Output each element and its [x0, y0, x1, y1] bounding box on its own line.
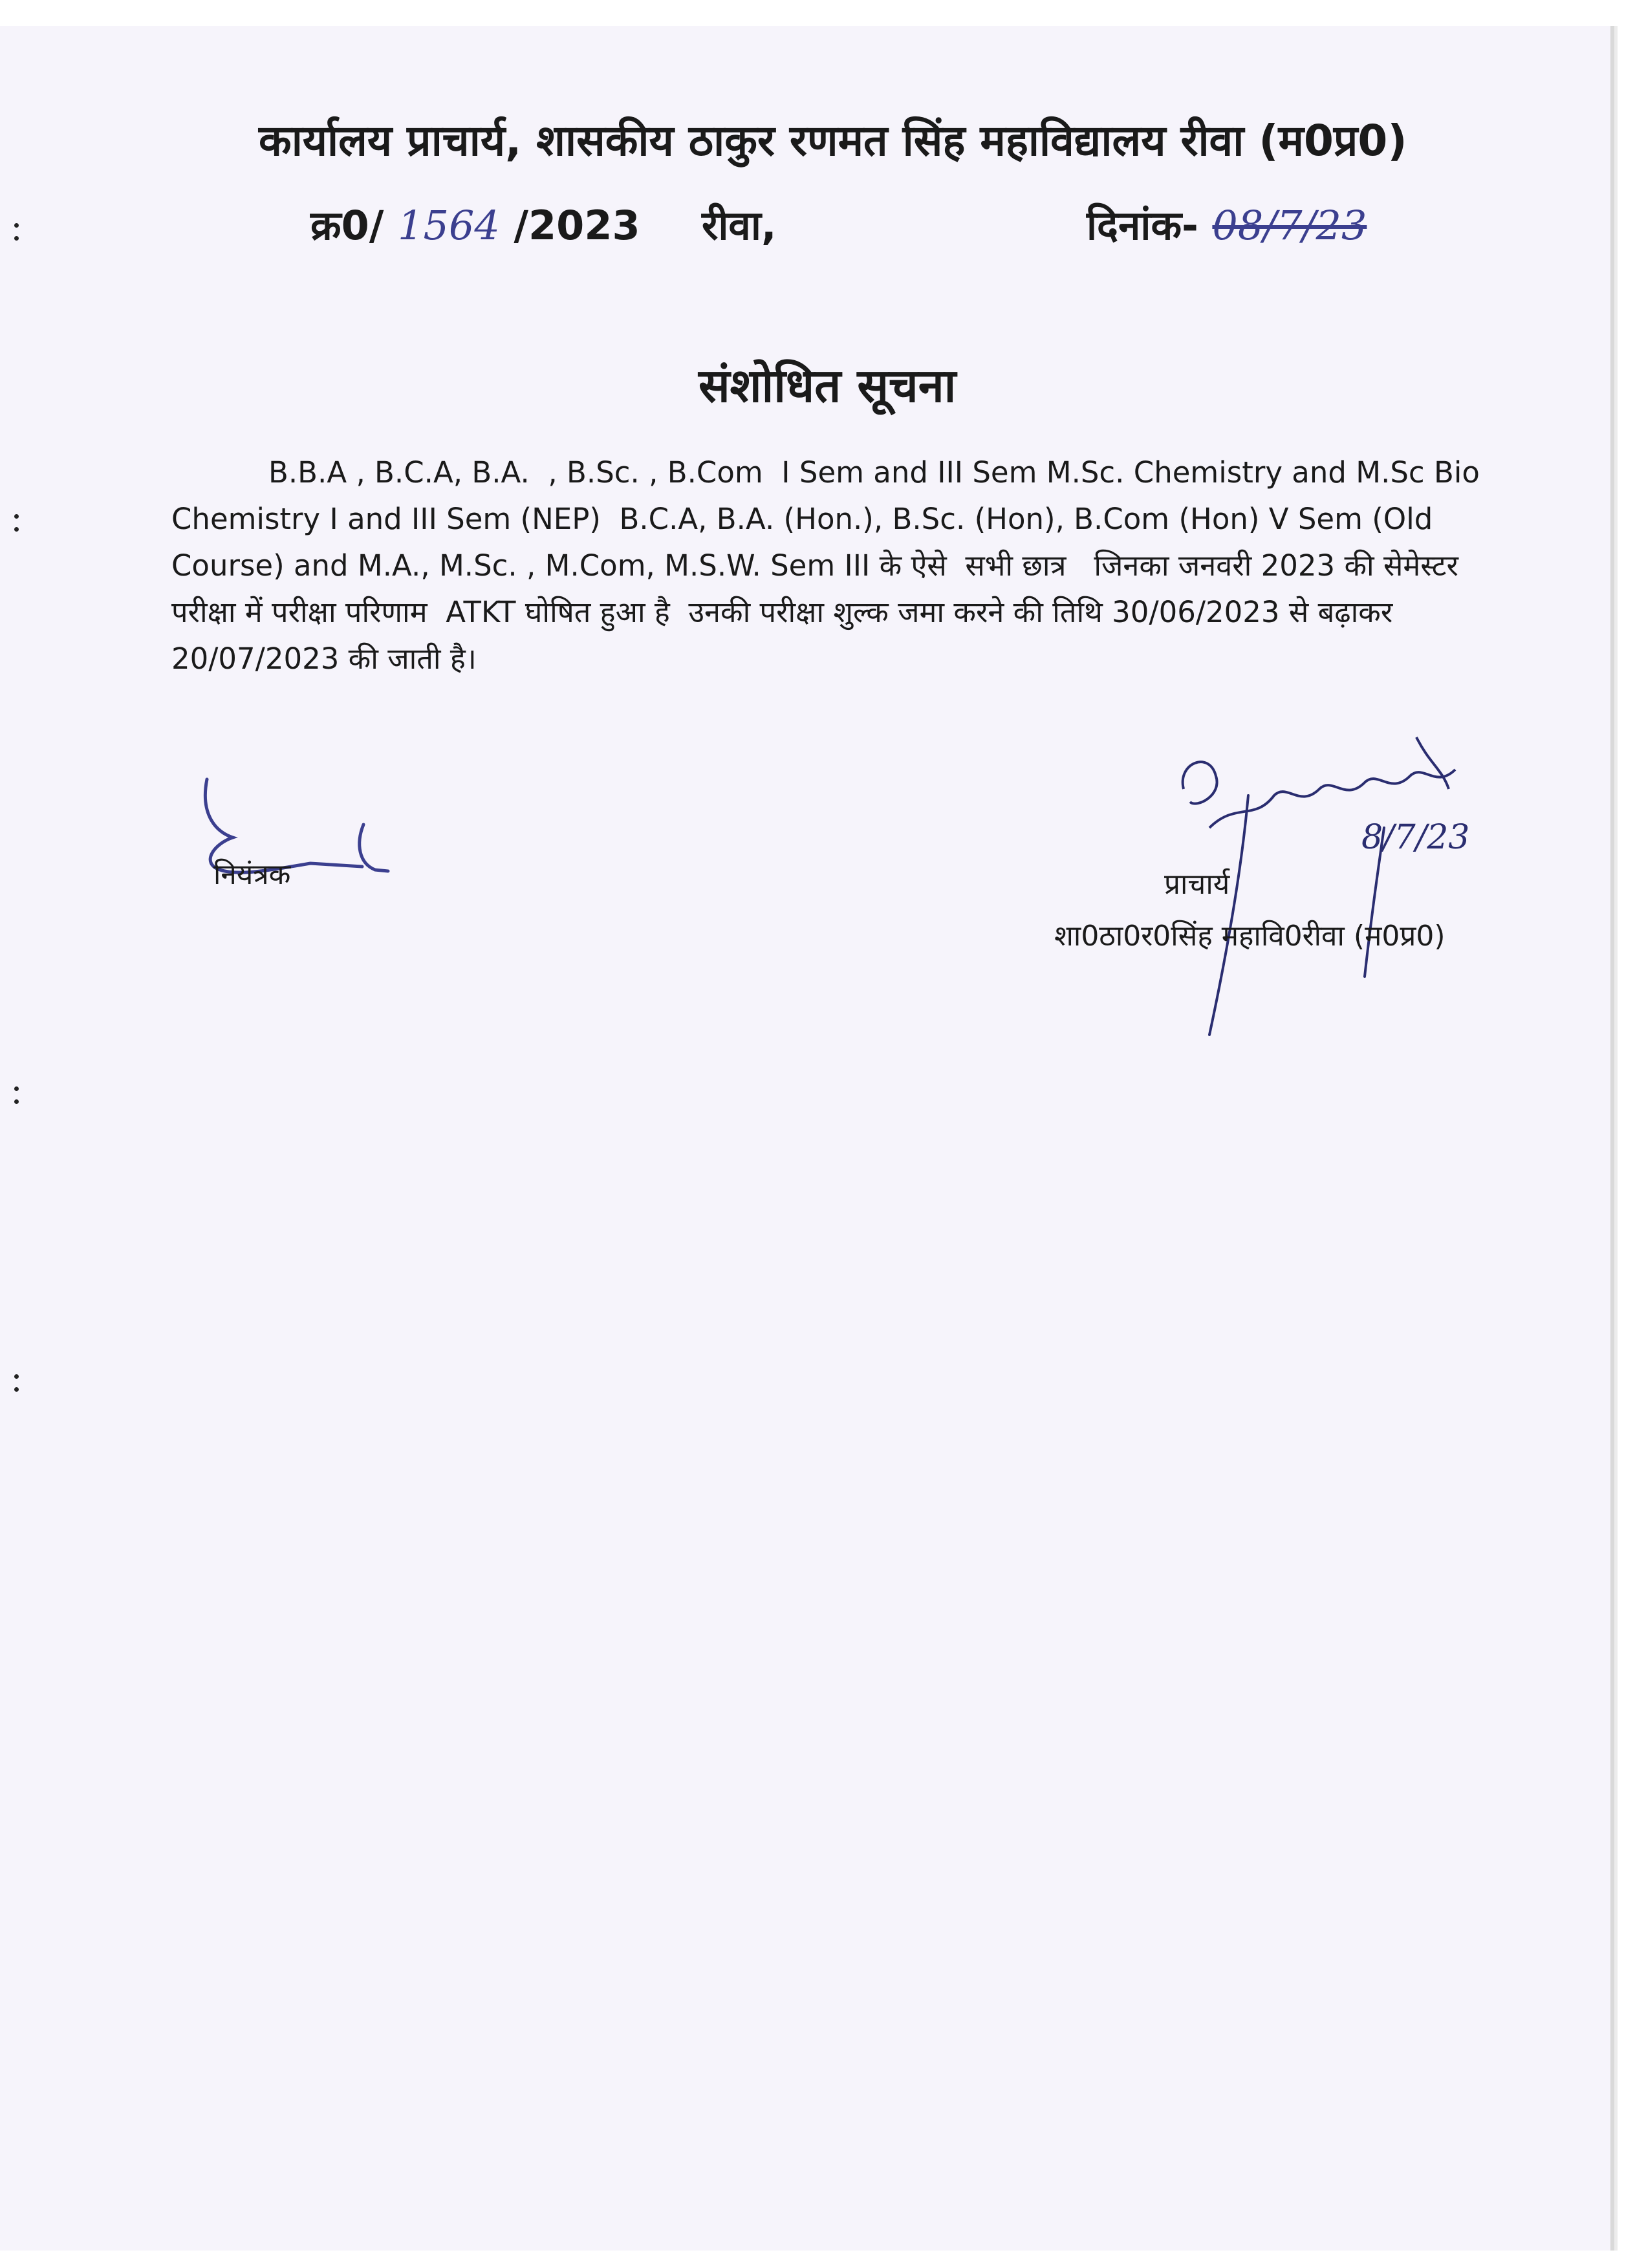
office-title: कार्यालय प्राचार्य, शासकीय ठाकुर रणमत सिंह महाविद्यालय रीवा (म0प्र0)	[259, 116, 1407, 166]
notice-body: B.B.A , B.C.A, B.A. , B.Sc. , B.Com I Sem and III Sem M.Sc. Chemistry and M.Sc Bio Chemistry I and III Sem (NEP) B.C.A, B.A. (Hon.), B.Sc. (Hon), B.Com (Hon) V Sem (Old Course) and M.A., M.Sc. , M.Com, M.S.W. Sem III के ऐसे सभी छात्र जिनका जनवरी 2023 की सेमेस्टर परीक्षा में परीक्षा परिणाम ATKT घोषित हुआ है उनकी परीक्षा शुल्क जमा करने की तिथि 30/06/2023 से बढ़ाकर 20/07/2023 की जाती है।	[171, 455, 1489, 676]
punch-hole-mark	[13, 514, 19, 534]
principal-date-handwritten: 8/7/23	[1361, 818, 1470, 857]
controller-label: नियंत्रक	[213, 858, 291, 891]
reference-number	[310, 197, 640, 252]
punch-hole-mark	[13, 1374, 19, 1394]
reference-prefix: क्र0/	[310, 202, 384, 249]
reference-date	[1087, 197, 1367, 252]
reference-year: /2023	[514, 202, 640, 249]
principal-organisation: शा0ठा0र0सिंह महावि0रीवा (म0प्र0)	[1054, 920, 1446, 953]
date-label: दिनांक-	[1087, 202, 1198, 249]
reference-number-handwritten: 1564	[398, 202, 500, 249]
punch-hole-mark	[13, 1086, 19, 1106]
page-edge	[1610, 26, 1614, 2251]
date-handwritten: 08/7/23	[1212, 202, 1367, 249]
reference-place: रीवा,	[702, 202, 777, 249]
notice-heading: संशोधित सूचना	[698, 358, 957, 413]
punch-hole-mark	[13, 223, 19, 243]
principal-label: प्राचार्य	[1164, 868, 1230, 901]
